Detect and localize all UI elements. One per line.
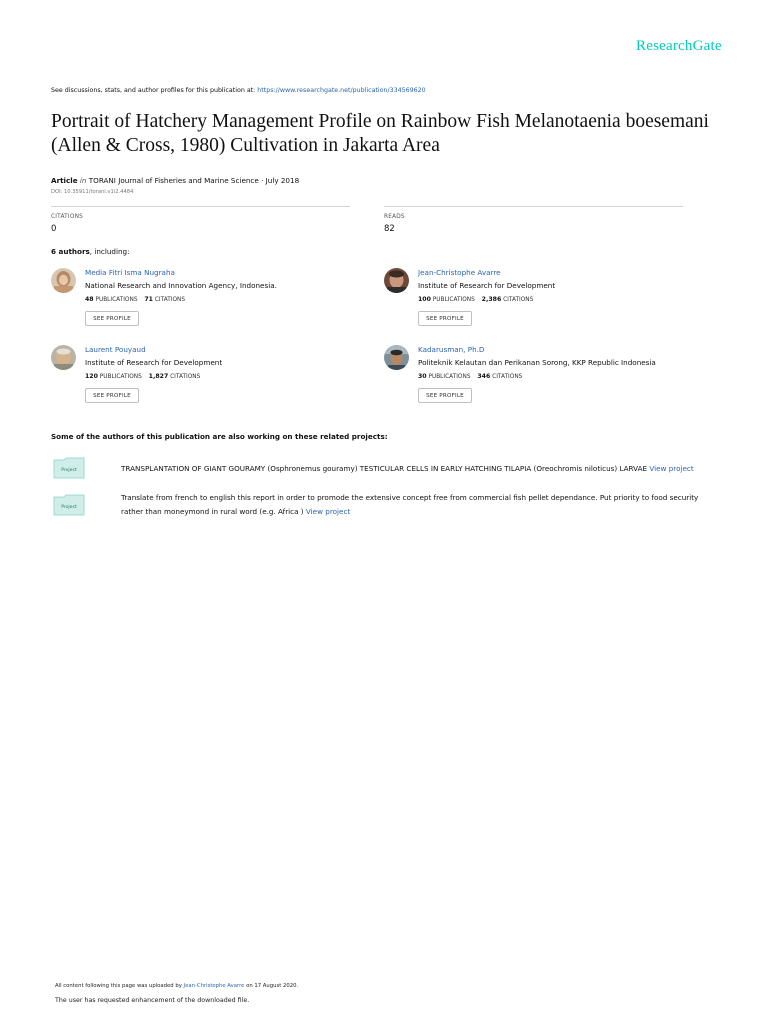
- uploader-link[interactable]: Jean-Christophe Avarre: [183, 983, 245, 989]
- citations-count: 71: [144, 296, 153, 303]
- enhancement-note: The user has requested enhancement of the downloaded file.: [55, 997, 250, 1004]
- author-stats: [85, 373, 200, 380]
- citations-value: 0: [51, 224, 57, 234]
- doi: DOI: 10.35911/torani.v1i2.4484: [51, 189, 134, 195]
- author-name-link[interactable]: Media Fitri Isma Nugraha: [85, 268, 175, 277]
- citations-label: CITATIONS: [154, 297, 186, 303]
- see-profile-button[interactable]: SEE PROFILE: [418, 311, 472, 326]
- citations-label: CITATIONS: [51, 214, 83, 220]
- project-description: [121, 462, 721, 476]
- view-project-link[interactable]: View project: [305, 506, 351, 516]
- publication-url-link[interactable]: https://www.researchgate.net/publication/334569620: [257, 87, 426, 94]
- project-icon-label: Project: [61, 468, 77, 473]
- see-profile-button[interactable]: SEE PROFILE: [85, 388, 139, 403]
- view-project-link[interactable]: View project: [649, 464, 694, 473]
- author-name-link[interactable]: Kadarusman, Ph.D: [418, 345, 485, 354]
- discussion-line: [51, 87, 426, 94]
- publications-count: 30: [418, 373, 427, 380]
- see-profile-button[interactable]: SEE PROFILE: [85, 311, 139, 326]
- see-profile-button[interactable]: SEE PROFILE: [418, 388, 472, 403]
- publication-type: Article: [51, 176, 78, 185]
- publications-label: PUBLICATIONS: [95, 297, 138, 303]
- author-stats: [418, 373, 522, 380]
- author-institution: Institute of Research for Development: [418, 281, 556, 290]
- author-institution: National Research and Innovation Agency, Indonesia.: [85, 281, 277, 290]
- authors-count: 6 authors: [51, 247, 90, 256]
- upload-note: [55, 983, 298, 989]
- project-folder-icon[interactable]: [53, 494, 85, 516]
- citations-divider: [51, 206, 350, 207]
- publications-count: 48: [85, 296, 94, 303]
- project-description: [121, 491, 721, 518]
- citations-count: 1,827: [148, 373, 169, 380]
- citations-count: 346: [477, 373, 491, 380]
- project-title: Translate from french to english this report in order to promode the extensive concept free from commercial fish pellet dependance. Put priority to food security rather than moneymond in rural word (e.g. Africa ): [121, 493, 699, 516]
- author-name-link[interactable]: Jean-Christophe Avarre: [418, 268, 501, 277]
- researchgate-logo[interactable]: ResearchGate: [636, 38, 722, 54]
- meta-in: in: [79, 176, 87, 185]
- publications-label: PUBLICATIONS: [99, 374, 142, 380]
- publications-count: 100: [418, 296, 431, 303]
- author-card: [384, 345, 704, 415]
- author-name-link[interactable]: Laurent Pouyaud: [85, 345, 146, 354]
- reads-divider: [384, 206, 683, 207]
- author-institution: Institute of Research for Development: [85, 358, 223, 367]
- upload-suffix: on 17 August 2020.: [244, 983, 299, 989]
- author-card: [384, 268, 704, 338]
- avatar[interactable]: [51, 345, 76, 370]
- avatar[interactable]: [384, 268, 409, 293]
- reads-value: 82: [384, 224, 395, 234]
- discussion-prefix: See discussions, stats, and author profiles for this publication at:: [51, 87, 258, 94]
- upload-prefix: All content following this page was uploaded by: [55, 983, 184, 989]
- authors-suffix: , including:: [89, 247, 130, 256]
- journal-name: TORANI Journal of Fisheries and Marine Science · July 2018: [88, 176, 300, 185]
- reads-label: READS: [384, 214, 405, 220]
- avatar[interactable]: [384, 345, 409, 370]
- citations-label: CITATIONS: [503, 297, 534, 303]
- projects-heading: Some of the authors of this publication are also working on these related projects:: [51, 432, 388, 441]
- citations-count: 2,386: [481, 296, 502, 303]
- author-institution: Politeknik Kelautan dan Perikanan Sorong, KKP Republic Indonesia: [418, 358, 656, 367]
- project-icon-label: Project: [61, 505, 77, 510]
- citations-label: CITATIONS: [492, 374, 523, 380]
- citations-label: CITATIONS: [170, 374, 201, 380]
- authors-heading: [51, 247, 130, 256]
- publications-label: PUBLICATIONS: [428, 374, 471, 380]
- author-stats: [85, 296, 185, 303]
- project-title: TRANSPLANTATION OF GIANT GOURAMY (Osphronemus gouramy) TESTICULAR CELLS IN EARLY HATCHING TILAPIA (Oreochromis niloticus) LARVAE: [121, 464, 648, 473]
- author-stats: [418, 296, 533, 303]
- publications-count: 120: [85, 373, 98, 380]
- project-folder-icon[interactable]: [53, 457, 85, 479]
- author-card: [51, 268, 371, 338]
- publications-label: PUBLICATIONS: [432, 297, 475, 303]
- author-card: [51, 345, 371, 415]
- avatar[interactable]: [51, 268, 76, 293]
- publication-title: Portrait of Hatchery Management Profile on Rainbow Fish Melanotaenia boesemani (Allen & Cross, 1980) Cultivation in Jakarta Area: [51, 111, 709, 156]
- publication-meta: [51, 176, 299, 185]
